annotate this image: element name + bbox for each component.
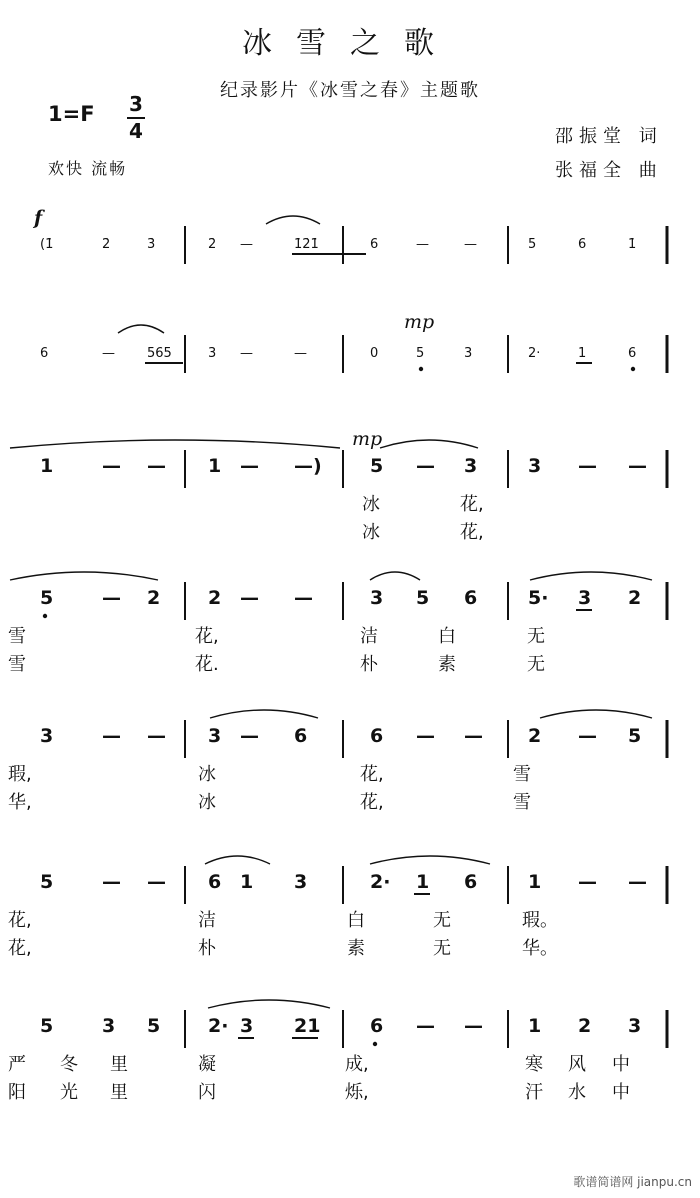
note: 3: [464, 346, 473, 361]
score-row-2: [40, 325, 667, 373]
tempo-marking: 欢快 流畅: [48, 159, 128, 178]
note: 6: [464, 871, 478, 893]
slur: [370, 572, 420, 580]
score-row-1: [40, 216, 667, 264]
lyric-word: 雪: [8, 654, 26, 675]
watermark: 歌谱简谱网 jianpu.cn: [573, 1175, 692, 1189]
slur: [205, 856, 270, 864]
lyric-word: 雪: [513, 792, 531, 813]
note: —: [147, 725, 166, 747]
song-title: 冰雪之歌: [242, 26, 458, 61]
note: 2̇: [102, 237, 111, 252]
lyric-word: 华。: [522, 938, 558, 959]
note: 6: [294, 725, 308, 747]
note: 1: [528, 871, 542, 893]
slur: [380, 440, 478, 448]
lyric-word: 花,: [460, 522, 484, 543]
slur: [530, 572, 652, 580]
lyric-word: 成,: [345, 1054, 369, 1075]
lyric-word: 冬: [60, 1054, 78, 1075]
lyric-word: 白: [438, 626, 456, 647]
time-signature-bottom: 4: [129, 119, 143, 143]
lyric-word: 风: [568, 1054, 586, 1075]
note: 3: [102, 1015, 116, 1037]
lyric-word: 无: [433, 938, 451, 959]
note: —: [102, 587, 121, 609]
note: (1̇: [40, 237, 54, 252]
note: 3: [240, 1015, 254, 1037]
score-row-4: [8, 572, 667, 675]
lyric-word: 白: [347, 910, 365, 931]
lyric-word: 华,: [8, 792, 32, 813]
note: —: [294, 587, 313, 609]
lyric-word: 雪: [513, 764, 531, 785]
lyric-word: 花,: [8, 938, 32, 959]
lyric-word: 瑕。: [522, 910, 558, 931]
note: —: [147, 871, 166, 893]
lyric-word: 无: [527, 654, 545, 675]
lyric-word: 水: [568, 1082, 586, 1103]
note: —: [102, 725, 121, 747]
note: 5: [370, 455, 384, 477]
note: —: [464, 1015, 483, 1037]
lyric-word: 中: [612, 1082, 630, 1103]
lyric-word: 烁,: [345, 1082, 369, 1103]
song-subtitle: 纪录影片《冰雪之春》主题歌: [220, 80, 480, 101]
note: —: [578, 455, 597, 477]
note: —: [240, 455, 259, 477]
note: 5: [40, 1015, 54, 1037]
lyric-word: 冰: [198, 764, 216, 785]
slur: [10, 572, 158, 580]
slur: [208, 1000, 330, 1008]
note: —: [416, 455, 435, 477]
note: 2: [628, 587, 642, 609]
note: —: [147, 455, 166, 477]
note: 3: [294, 871, 308, 893]
lyric-word: 寒: [525, 1054, 543, 1075]
note: 2: [147, 587, 161, 609]
note: 3: [464, 455, 478, 477]
note: —: [240, 237, 253, 252]
note: 565: [147, 346, 172, 361]
lyricist-credit: 邵振堂 词: [555, 126, 663, 147]
lyric-word: 汗: [525, 1082, 543, 1103]
note: —: [102, 455, 121, 477]
lyric-word: 素: [438, 654, 456, 675]
lyric-word: 严: [8, 1054, 26, 1075]
note: 6: [208, 871, 222, 893]
lyric-word: 凝: [198, 1054, 216, 1075]
note: 5: [528, 237, 537, 252]
low-octave-dot: [631, 367, 635, 371]
lyric-word: 雪: [8, 626, 26, 647]
note: —: [464, 725, 483, 747]
key-label: 1=F: [48, 102, 95, 126]
note: 1: [578, 346, 587, 361]
slur: [118, 325, 164, 333]
score-row-6: [8, 856, 667, 959]
note: 2: [528, 725, 542, 747]
lyric-word: 闪: [198, 1082, 216, 1103]
note: —): [294, 455, 322, 477]
lyric-word: 里: [110, 1082, 128, 1103]
lyric-word: 中: [612, 1054, 630, 1075]
lyric-word: 洁: [198, 910, 216, 931]
note: 1̇: [628, 237, 637, 252]
score-row-7: [8, 1000, 667, 1103]
lyric-word: 花,: [460, 494, 484, 515]
slur: [540, 710, 652, 718]
lyric-word: 冰: [198, 792, 216, 813]
note: 6: [370, 1015, 384, 1037]
lyric-word: 花,: [195, 626, 219, 647]
note: —: [464, 237, 477, 252]
note: 1: [240, 871, 254, 893]
note: 2·: [208, 1015, 229, 1037]
slur: [210, 710, 318, 718]
note: 5: [147, 1015, 161, 1037]
lyric-word: 洁: [360, 626, 378, 647]
lyric-word: 花,: [360, 792, 384, 813]
lyric-word: 冰: [362, 522, 380, 543]
slur: [266, 216, 320, 224]
note: 6: [628, 346, 637, 361]
note: —: [102, 346, 115, 361]
note: 3: [40, 725, 54, 747]
note: —: [628, 871, 647, 893]
note: 1̇2̇1̇: [294, 237, 319, 252]
note: —: [628, 455, 647, 477]
slur: [370, 856, 490, 864]
low-octave-dot: [373, 1042, 377, 1046]
score-row-3: [10, 440, 667, 543]
note: —: [416, 1015, 435, 1037]
note: —: [240, 346, 253, 361]
note: 3: [528, 455, 542, 477]
note: 2: [208, 587, 222, 609]
score-row-5: [8, 710, 667, 813]
note: —: [416, 725, 435, 747]
note: 3: [578, 587, 592, 609]
note: 5: [416, 346, 425, 361]
note: 5: [628, 725, 642, 747]
lyric-word: 光: [60, 1082, 78, 1103]
note: 6: [370, 237, 379, 252]
note: —: [102, 871, 121, 893]
note: 3: [208, 725, 222, 747]
note: 2̇: [208, 237, 217, 252]
note: 1: [40, 455, 54, 477]
note: —: [578, 725, 597, 747]
lyric-word: 朴: [198, 938, 216, 959]
note: 6: [40, 346, 49, 361]
lyric-word: 里: [110, 1054, 128, 1075]
note: 5: [40, 871, 54, 893]
slur: [10, 440, 340, 448]
time-signature-top: 3: [129, 92, 143, 116]
note: 3̇: [147, 237, 156, 252]
note: —: [294, 346, 307, 361]
dynamic-mezzo-piano-1: mp: [404, 311, 435, 333]
low-octave-dot: [43, 614, 47, 618]
note: 6: [578, 237, 587, 252]
lyric-word: 素: [347, 938, 365, 959]
lyric-word: 花,: [360, 764, 384, 785]
low-octave-dot: [419, 367, 423, 371]
note: 21: [294, 1015, 321, 1037]
lyric-word: 花.: [195, 654, 219, 675]
lyric-word: 阳: [8, 1082, 26, 1103]
note: 2·: [370, 871, 391, 893]
lyric-word: 无: [433, 910, 451, 931]
note: 0: [370, 346, 379, 361]
dynamic-mezzo-piano-2: mp: [352, 428, 383, 450]
note: 3: [628, 1015, 642, 1037]
lyric-word: 朴: [360, 654, 378, 675]
note: 1: [208, 455, 222, 477]
note: 5: [416, 587, 430, 609]
lyric-word: 花,: [8, 910, 32, 931]
note: 1: [528, 1015, 542, 1037]
lyric-word: 冰: [362, 494, 380, 515]
lyric-word: 瑕,: [8, 764, 32, 785]
note: 1: [416, 871, 430, 893]
note: 3: [208, 346, 217, 361]
composer-credit: 张福全 曲: [555, 160, 663, 181]
note: 6: [464, 587, 478, 609]
note: 2: [578, 1015, 592, 1037]
note: —: [240, 725, 259, 747]
note: 5·: [528, 587, 549, 609]
note: —: [578, 871, 597, 893]
lyric-word: 无: [527, 626, 545, 647]
dynamic-forte: f: [34, 207, 43, 229]
note: 2·: [528, 346, 541, 361]
note: —: [416, 237, 429, 252]
note: 3: [370, 587, 384, 609]
note: —: [240, 587, 259, 609]
note: 6: [370, 725, 384, 747]
note: 5: [40, 587, 54, 609]
